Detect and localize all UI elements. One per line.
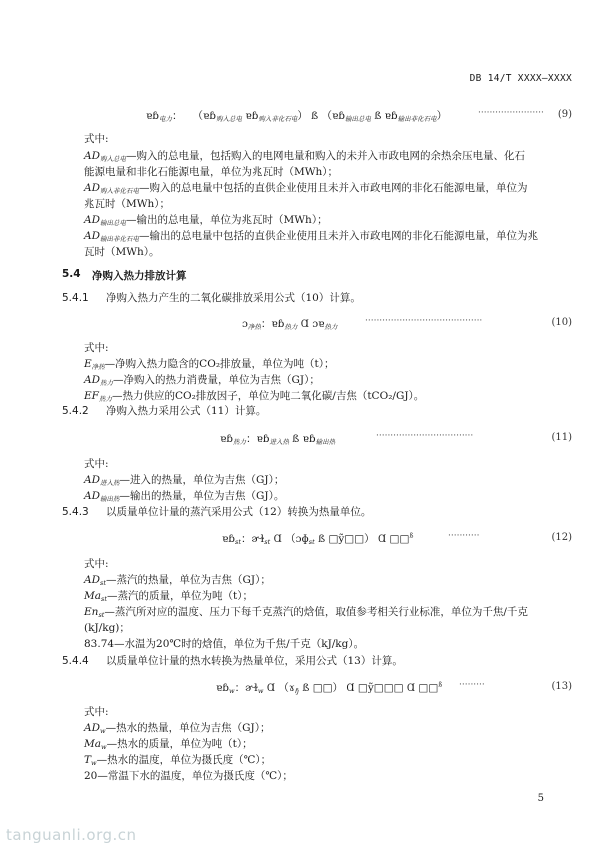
standard-code-header: DB 14/T XXXX—XXXX: [469, 73, 572, 84]
clause-5-4-3-number: 5.4.3: [62, 506, 89, 518]
definition-ad-heat-out: $AD_{输出热}—$输出的热量，单位为吉焦（GJ）。: [84, 490, 285, 503]
formula-10-number: (10): [551, 317, 572, 328]
where-label: 式中:: [84, 458, 109, 470]
definition-t-hot-water: $T_w—$热水的温度，单位为摄氏度（℃）；: [84, 754, 272, 767]
formula-12-leader-dots: ···········: [448, 531, 480, 541]
formula-12: ɐɓ$_{st}$：ɚɫ$_{st}$ Ɑ （ɔɸ$_{st}$ ß □ỹ□□） Ɑ □□$^ß$: [222, 532, 414, 546]
definition-en-steam: $En_{st}—$蒸汽所对应的温度、压力下每千克蒸汽的焓值，取值参考相关行业标准，单位为千焦/千克: [84, 606, 528, 619]
formula-11-leader-dots: ··································: [376, 431, 474, 441]
definition-ad-output-total: $AD_{输出总电}—$输出的总电量，单位为兆瓦时（MWh）；: [84, 214, 328, 227]
definition-continuation: (kJ/kg)；: [84, 622, 130, 634]
section-5-4-number: 5.4: [62, 268, 81, 280]
definition-continuation: 兆瓦时（MWh）；: [84, 198, 171, 210]
definition-ef-heat: $EF_{热力}—$热力供应的CO₂排放因子，单位为吨二氧化碳/吉焦（tCO₂/GJ）。: [84, 390, 425, 403]
definition-ma-steam: $Ma_{st}—$蒸汽的质量，单位为吨（t）；: [84, 590, 253, 603]
definition-continuation: 瓦时（MWh）。: [84, 246, 160, 258]
formula-9-lhs: ɐɓ: [146, 110, 159, 122]
clause-5-4-1-text: 净购入热力产生的二氧化碳排放采用公式（10）计算。: [106, 292, 361, 304]
clause-5-4-1-number: 5.4.1: [62, 292, 89, 304]
formula-9-number: (9): [557, 109, 572, 120]
definition-ad-output-nonfossil: $AD_{输出非化石电}—$输出的总电量中包括的直供企业使用且未并入市政电网的非化石能源电量，单位为兆: [84, 230, 539, 243]
formula-13: ɐɓ$_w$：ɚɫ$_w$ Ɑ （ɤ$_ɧ$ ß □□） Ɑ □ỹ□□□ Ɑ □□$^ß$: [216, 681, 443, 695]
where-label: 式中:: [84, 706, 109, 718]
clause-5-4-2-number: 5.4.2: [62, 405, 89, 417]
clause-5-4-2-text: 净购入热力采用公式（11）计算。: [106, 405, 267, 417]
definition-ad-purchased-nonfossil: $AD_{购入非化石电}—$购入的总电量中包括的直供企业使用且未并入市政电网的非化石能源电量，单位为: [84, 182, 528, 195]
formula-10-leader-dots: ·········································: [365, 316, 483, 326]
clause-5-4-3-text: 以质量单位计量的蒸汽采用公式（12）转换为热量单位。: [106, 506, 372, 518]
definition-e-net-heat: $E_{净热}—$净购入热力隐含的CO₂排放量，单位为吨（t）；: [84, 358, 335, 371]
definition-enthalpy-constant: 83.74—水温为20℃时的焓值，单位为千焦/千克（kJ/kg）。: [84, 638, 365, 650]
formula-11-number: (11): [551, 432, 572, 443]
clause-5-4-4-number: 5.4.4: [62, 655, 89, 667]
where-label: 式中:: [84, 558, 109, 570]
formula-10: ɔ$_{净热}$：ɐɓ$_{热力}$ Ɑ ɔɐ$_{热力}$: [242, 318, 338, 331]
definition-normal-water-temp: 20—常温下水的温度，单位为摄氏度（℃）；: [84, 770, 293, 782]
definition-ad-steam: $AD_{st}—$蒸汽的热量，单位为吉焦（GJ）；: [84, 574, 271, 587]
page-number: 5: [537, 793, 544, 804]
formula-11: ɐɓ$_{热力}$：ɐɓ$_{进入热}$ ß ɐɓ$_{输出热}$: [220, 433, 336, 446]
definition-ma-hot-water: $Ma_w—$热水的质量，单位为吨（t）；: [84, 738, 253, 751]
definition-ad-heat-in: $AD_{进入热}—$进入的热量，单位为吉焦（GJ）；: [84, 474, 285, 487]
formula-13-number: (13): [551, 681, 572, 692]
formula-13-leader-dots: ·········: [459, 680, 485, 690]
definition-continuation: 能源电量和非化石能源电量，单位为兆瓦时（MWh）；: [84, 166, 339, 178]
section-5-4-title: 净购入热力排放计算: [92, 270, 187, 282]
where-label: 式中:: [84, 133, 109, 145]
formula-12-number: (12): [551, 532, 572, 543]
definition-ad-purchased-total: $AD_{购入总电}—$购入的总电量，包括购入的电网电量和购入的未并入市政电网的余热余压电量、化石: [84, 150, 526, 163]
definition-ad-hot-water: $AD_w—$热水的热量，单位为吉焦（GJ）；: [84, 722, 271, 735]
definition-ad-heat: $AD_{热力}—$净购入的热力消费量，单位为吉焦（GJ）；: [84, 374, 320, 387]
formula-9: ɐɓ$_{电力}$： （ɐɓ$_{购入总电}$ ɐɓ$_{购入非化石电}$） ß （ɐɓ$_{输出总电}$ ß ɐɓ$_{输出非化石电}$）: [146, 110, 448, 123]
clause-5-4-4-text: 以质量单位计量的热水转换为热量单位，采用公式（13）计算。: [106, 655, 403, 667]
formula-9-leader-dots: ·······················: [478, 108, 544, 118]
where-label: 式中:: [84, 342, 109, 354]
site-watermark: tanguanli.org.cn: [6, 826, 137, 844]
